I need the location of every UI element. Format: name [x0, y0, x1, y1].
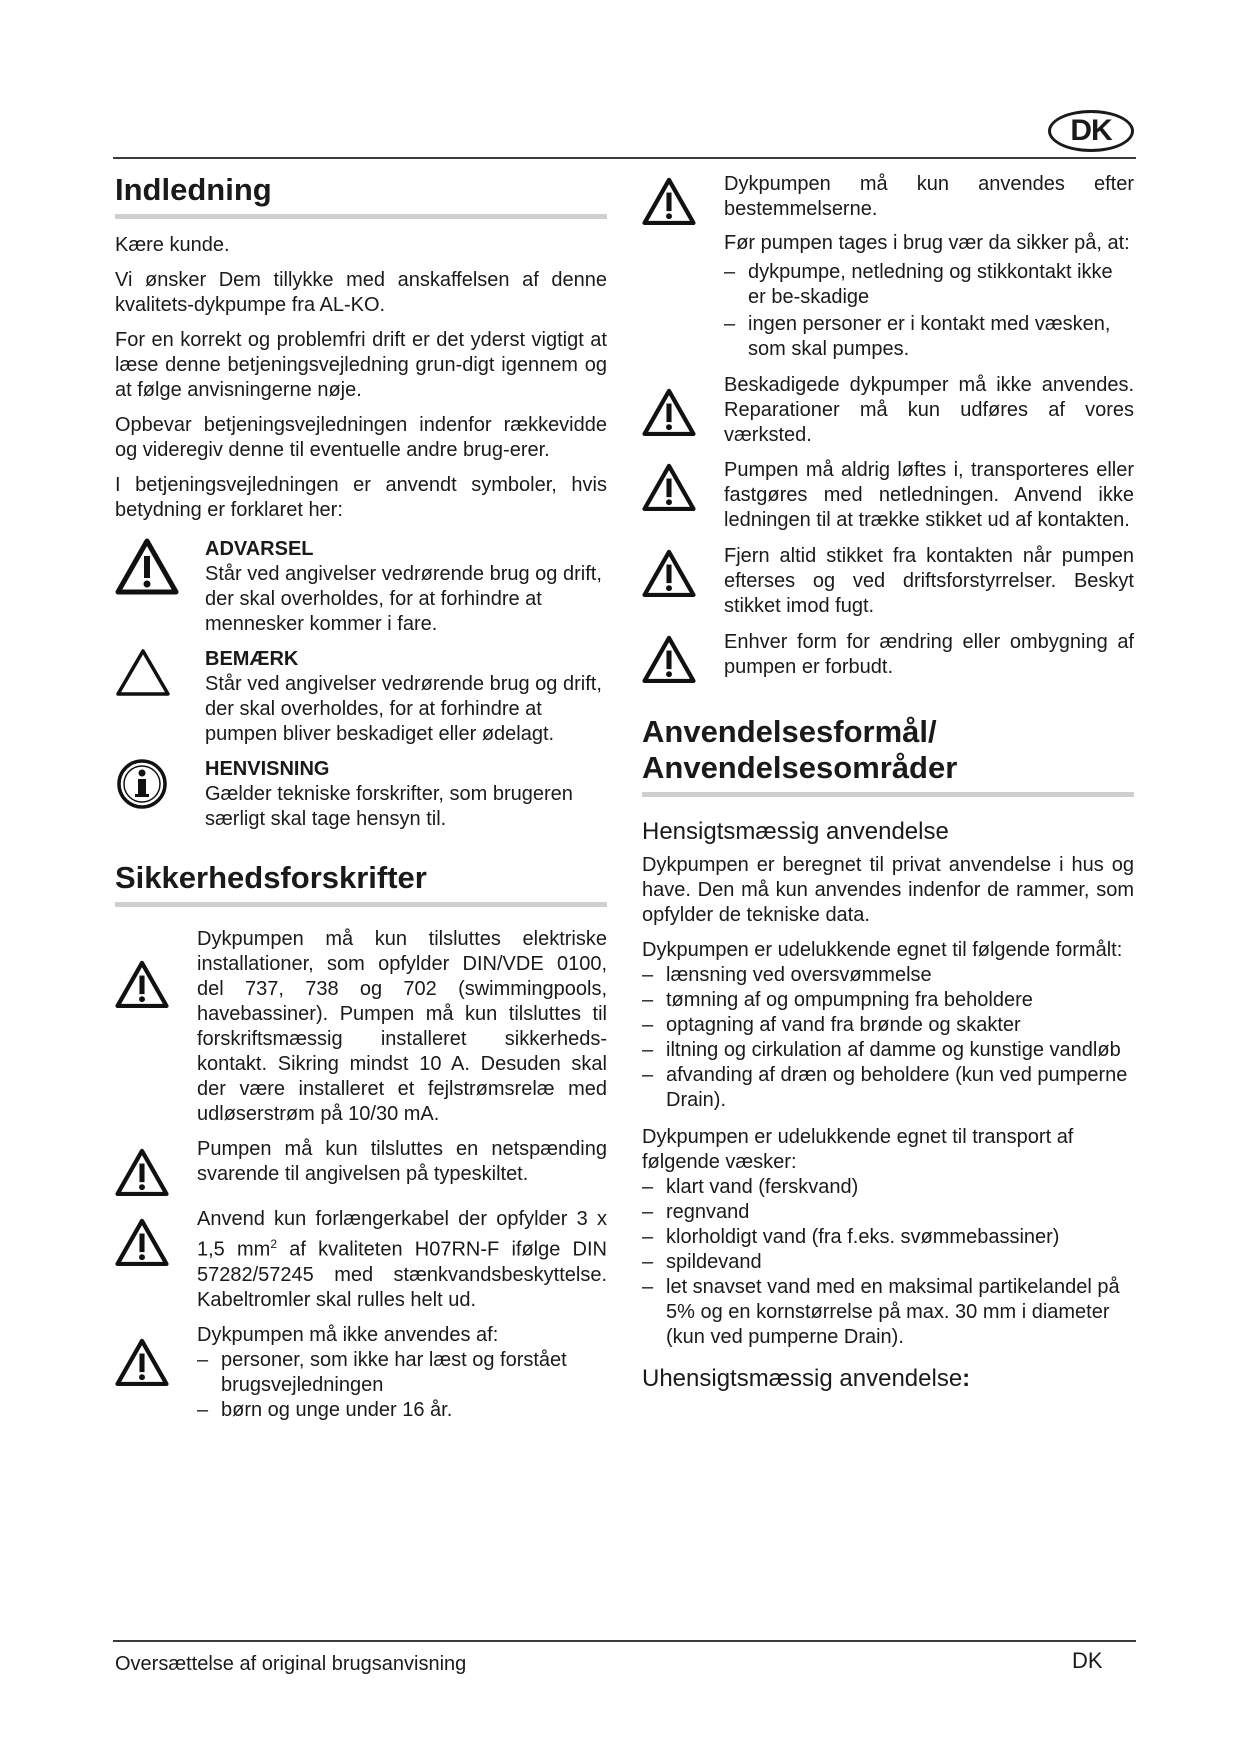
- warning-triangle-icon: [642, 458, 724, 512]
- warning-cable-handling-text: Pumpen må aldrig løftes i, transporteres eller fastgøres med netledningen. Anvend ikke ledningen til at trække stikket ud af kontakten.: [724, 459, 1134, 531]
- safety-item-electrical-text: Dykpumpen må kun tilsluttes elektriske installationer, som opfylder DIN/VDE 0100, del 737, 738 og 702 (swimmingpools, havebassiner). Pumpen må kun tilsluttes til forskriftsmæssig installeret sikkerheds-kontakt. Sikring mindst 10 A. Desuden skal der være installeret et fejlstrømsrelæ med udløserstrøm på 10/30 mA.: [197, 928, 607, 1125]
- warning-unplug-text: Fjern altid stikket fra kontakten når pumpen efterses og ved driftsforstyrrelser. Beskyt stikket imod fugt.: [724, 545, 1134, 617]
- warning-precheck-text: Før pumpen tages i brug vær da sikker på, at:: [724, 232, 1130, 254]
- safety-item-extension-cable: [115, 1207, 607, 1313]
- safety-item-users-intro: Dykpumpen må ikke anvendes af:: [197, 1323, 499, 1346]
- footer-language-code: DK: [1072, 1648, 1103, 1673]
- warning-triangle-icon: [115, 1207, 197, 1267]
- intro-greeting: Kære kunde.: [115, 234, 230, 256]
- list-item: – regnvand: [642, 1200, 1134, 1225]
- warning-no-modification: [642, 630, 1134, 684]
- list-item: – afvanding af dræn og beholdere (kun ved pumperne Drain).: [642, 1063, 1134, 1113]
- purposes-list: [642, 963, 1134, 1113]
- warning-no-modification-text: Enhver form for ændring eller ombygning af pumpen er forbudt.: [724, 631, 1134, 678]
- footer-translation-note: Oversættelse af original brugsanvisning: [115, 1653, 467, 1675]
- left-column: [115, 172, 607, 1423]
- safety-item-electrical: [115, 927, 607, 1127]
- list-item: – let snavset vand med en maksimal partikelandel på 5% og en kornstørrelse på max. 30 mm i diameter (kun ved pumperne Drain).: [642, 1275, 1134, 1350]
- warning-triangle-icon: [642, 172, 724, 226]
- list-item: – ingen personer er i kontakt med væsken, som skal pumpes.: [724, 312, 1134, 362]
- list-item: – lænsning ved oversvømmelse: [642, 963, 1134, 988]
- symbol-info-title: HENVISNING: [205, 758, 330, 780]
- warning-triangle-icon: [115, 1323, 197, 1387]
- intro-paragraph-1: Vi ønsker Dem tillykke med anskaffelsen af denne kvalitets-dykpumpe fra AL-KO.: [115, 269, 607, 316]
- warning-unplug: [642, 544, 1134, 619]
- intro-paragraph-4: I betjeningsvejledningen er anvendt symboler, hvis betydning er forklaret her:: [115, 474, 607, 521]
- intro-paragraph-3: Opbevar betjeningsvejledningen indenfor rækkevidde og videregiv denne til eventuelle andre brug-erer.: [115, 414, 607, 461]
- warning-damaged-pump-text: Beskadigede dykpumper må ikke anvendes. Reparationer må kun udføres af vores værksted.: [724, 374, 1134, 446]
- intro-paragraph-2: For en korrekt og problemfri drift er det yderst vigtigt at læse denne betjeningsvejledning grun-digt igennem og at følge anvisningerne nøje.: [115, 329, 607, 401]
- symbol-caution: [115, 647, 607, 747]
- list-item: – spildevand: [642, 1250, 1134, 1275]
- warning-intended-use-text: Dykpumpen må kun anvendes efter bestemmelserne.: [724, 173, 1134, 220]
- top-rule: [113, 157, 1136, 159]
- warning-triangle-icon: [642, 630, 724, 684]
- warning-triangle-icon: [115, 927, 197, 1009]
- intended-use-text: Dykpumpen er beregnet til privat anvendelse i hus og have. Den må kun anvendes indenfor de rammer, som opfylder de tekniske data.: [642, 854, 1134, 926]
- bottom-rule: [113, 1640, 1136, 1642]
- purposes-intro: Dykpumpen er udelukkende egnet til følgende formålt:: [642, 939, 1123, 961]
- safety-item-extension-cable-text: Anvend kun forlængerkabel der opfylder 3 x 1,5 $mm^2$ af kvaliteten H07RN-F ifølge DIN 57282/57245 med stænkvandsbeskyttelse. Kabeltromler skal rulles helt ud.: [197, 1208, 607, 1311]
- safety-heading-rule: [115, 902, 607, 907]
- list-item: – klart vand (ferskvand): [642, 1175, 1134, 1200]
- warning-triangle-icon: [115, 537, 205, 595]
- symbol-caution-text: Står ved angivelser vedrørende brug og drift, der skal overholdes, for at forhindre at pumpen bliver beskadiget eller ødelagt.: [205, 673, 602, 745]
- symbol-warning-title: ADVARSEL: [205, 538, 314, 560]
- symbol-info: [115, 757, 607, 832]
- warning-damaged-pump: [642, 373, 1134, 448]
- usage-heading-rule: [642, 792, 1134, 797]
- liquids-list: [642, 1175, 1134, 1350]
- info-icon: [115, 757, 205, 811]
- symbol-caution-title: BEMÆRK: [205, 648, 299, 670]
- intro-heading-rule: [115, 214, 607, 219]
- warning-intended-use: [642, 172, 1134, 362]
- symbol-info-text: Gælder tekniske forskrifter, som brugeren særligt skal tage hensyn til.: [205, 783, 573, 830]
- list-item: – optagning af vand fra brønde og skakter: [642, 1013, 1134, 1038]
- list-item: – klorholdigt vand (fra f.eks. svømmebassiner): [642, 1225, 1134, 1250]
- unintended-use-heading: Uhensigtsmæssig anvendelse:: [642, 1365, 971, 1392]
- safety-item-voltage: [115, 1137, 607, 1197]
- list-item: – dykpumpe, netledning og stikkontakt ikke er be-skadige: [724, 260, 1134, 310]
- intended-use-heading: Hensigtsmæssig anvendelse: [642, 818, 949, 845]
- list-item: – børn og unge under 16 år.: [197, 1398, 607, 1423]
- liquids-intro: Dykpumpen er udelukkende egnet til transport af følgende væsker:: [642, 1126, 1074, 1173]
- right-column: [642, 172, 1134, 1394]
- list-item: – personer, som ikke har læst og forstået brugsvejledningen: [197, 1348, 607, 1398]
- usage-heading: Anvendelsesformål/ Anvendelsesområder: [642, 714, 958, 785]
- warning-triangle-icon: [642, 373, 724, 437]
- safety-users-list: [197, 1348, 607, 1423]
- symbol-warning-text: Står ved angivelser vedrørende brug og drift, der skal overholdes, for at forhindre at mennesker kommer i fare.: [205, 563, 602, 635]
- country-badge: DK: [1048, 110, 1134, 152]
- safety-heading: Sikkerhedsforskrifter: [115, 860, 427, 895]
- safety-item-users: [115, 1323, 607, 1423]
- warning-triangle-icon: [115, 1137, 197, 1197]
- precheck-list: [724, 260, 1134, 362]
- caution-triangle-icon: [115, 647, 205, 697]
- intro-heading: Indledning: [115, 172, 272, 207]
- warning-cable-handling: [642, 458, 1134, 533]
- symbol-warning: [115, 537, 607, 637]
- list-item: – iltning og cirkulation af damme og kunstige vandløb: [642, 1038, 1134, 1063]
- warning-triangle-icon: [642, 544, 724, 598]
- safety-item-voltage-text: Pumpen må kun tilsluttes en netspænding svarende til angivelsen på typeskiltet.: [197, 1138, 607, 1185]
- list-item: – tømning af og ompumpning fra beholdere: [642, 988, 1134, 1013]
